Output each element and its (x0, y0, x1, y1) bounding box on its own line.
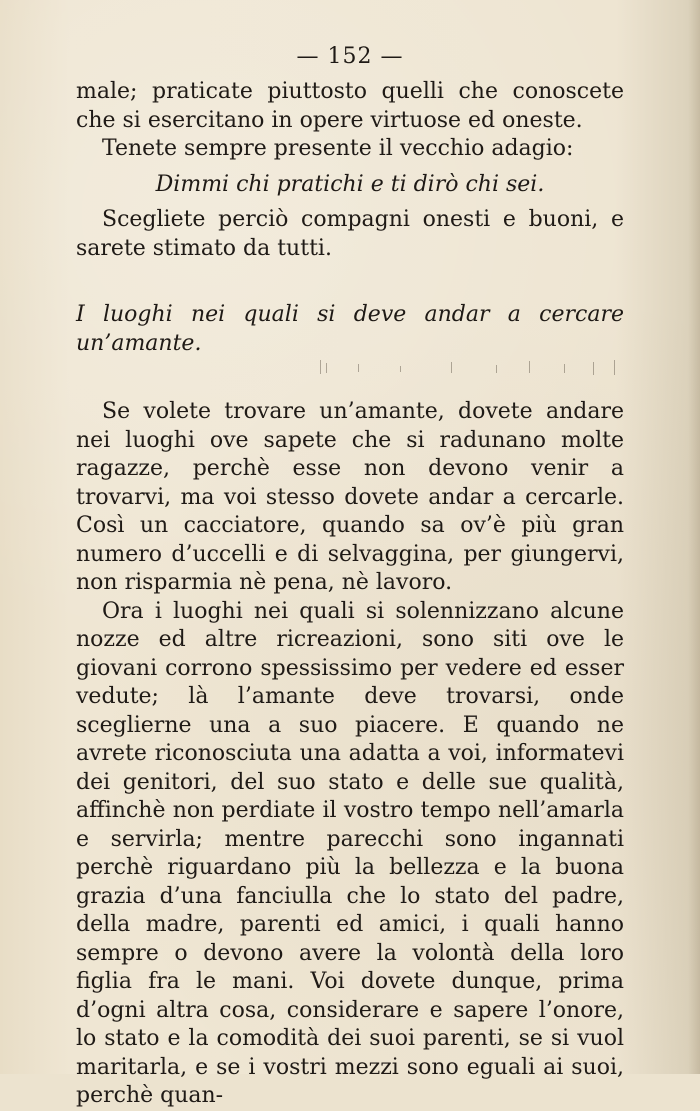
paragraph-adage-intro: Tenete sempre presente il vecchio adagio: (102, 136, 574, 161)
paragraph-top: male; praticate piuttosto quelli che conoscete che si esercitano in opere virtuose ed oneste. (76, 79, 624, 133)
paragraph-companions: Scegliete perciò compagni onesti e buoni, e sarete stimato da tutti. (76, 207, 624, 261)
paragraph-2: Ora i luoghi nei quali si solennizzano alcune nozze ed altre ricreazioni, sono siti ove le giovani corrono spessissimo per vedere ed esser vedute; là l’amante deve trovarsi, onde sceglierne una a suo piacere. E quando ne avrete riconosciuta una adatta a voi, informatevi dei genitori, del suo stato e delle sue qualità, affinchè non perdiate il vostro tempo nell’amarla e servirla; mentre parecchi sono ingannati perchè riguardano più la bellezza e la buona grazia d’una fanciulla che lo stato del padre, della madre, parenti ed amici, i quali hanno sempre o devono avere la volontà della loro figlia fra le mani. Voi dovete dunque, prima d’ogni altra cosa, considerare e sapere l’onore, lo stato e la comodità dei suoi parenti, se si vuol maritarla, e se i vostri mezzi sono eguali ai suoi, perchè quan- (76, 598, 624, 1108)
paragraph-1: Se volete trovare un’amante, dovete andare nei luoghi ove sapete che si radunano molte ragazze, perchè esse non devono venir a trovarvi, ma voi stesso dovete andar a cercarle. Così un cacciatore, quando sa ov’è più gran numero d’uccelli e di selvaggina, per giungervi, non risparmia nè pena, nè lavoro. (76, 399, 624, 595)
adage-quote: Dimmi chi pratichi e ti dirò chi sei. (155, 171, 545, 197)
print-noise-marks (282, 360, 628, 376)
page-number: — 152 — (296, 44, 404, 69)
section-title: I luoghi nei quali si deve andar a cercare un’amante. (76, 302, 624, 356)
page-text (76, 78, 624, 1111)
page-edge-shadow (688, 0, 700, 1074)
